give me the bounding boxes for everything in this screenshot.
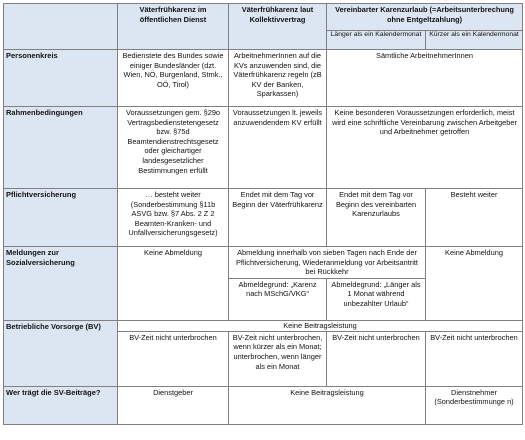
comparison-table <box>3 3 523 425</box>
meldungen-kuerzer: Keine Abmeldung <box>426 247 523 321</box>
sv-keine-beitragsleistung: Keine Beitragsleistung <box>229 386 426 424</box>
row-label-pflichtversicherung: Pflichtversicherung <box>4 189 118 247</box>
row-rahmenbedingungen <box>4 107 523 189</box>
rahmen-kv: Voraussetzungen lt. jeweils anzuwendendem KV erfüllt <box>229 107 327 189</box>
pflicht-oeffentlich: … besteht weiter (Sonderbestimmung §11b ASVG bzw. §7 Abs. 2 Z 2 Beamten-Kranken- und Unfallversicherungsgesetz) <box>118 189 229 247</box>
pflicht-kuerzer: Besteht weiter <box>426 189 523 247</box>
row-label-rahmenbedingungen: Rahmenbedingungen <box>4 107 118 189</box>
row-label-bv: Betriebliche Vorsorge (BV) <box>4 320 118 386</box>
meldungen-abmeldung: Abmeldung innerhalb von sieben Tagen nach Ende der Pflichtversicherung, Wiederanmeldung vor Arbeitsantritt bei Rückkehr <box>229 247 426 279</box>
meldungen-grund-kv: Abmeldegrund: „Karenz nach MSchG/VKG“ <box>229 278 327 320</box>
meldungen-oeffentlich: Keine Abmeldung <box>118 247 229 321</box>
header-karenzurlaub: Vereinbarter Karenzurlaub (=Arbeitsunterbrechung ohne Entgeltzahlung) <box>327 4 523 31</box>
row-personenkreis <box>4 50 523 107</box>
sv-oeffentlich: Dienstgeber <box>118 386 229 424</box>
bv-kv: BV-Zeit nicht unterbrochen, wenn kürzer als ein Monat; unterbrochen, wenn länger als ein Monat <box>229 331 327 386</box>
rahmen-karenzurlaub: Keine besonderen Voraussetzungen erforderlich, meist wird eine schriftliche Vereinbarung zwischen Arbeitgeber und Arbeitnehmer getroffen <box>327 107 523 189</box>
header-row <box>4 4 523 31</box>
subheader-laenger: Länger als ein Kalendermonat <box>327 31 426 50</box>
personenkreis-kv: ArbeitnehmerInnen auf die KVs anzuwenden sind, die Väterfrühkarenz regeln (zB KV der Banken, Sparkassen) <box>229 50 327 107</box>
personenkreis-oeffentlich: Bedienstete des Bundes sowie einiger Bundesländer (dzt. Wien, NÖ, Burgenland, Stmk., OÖ, Tirol) <box>118 50 229 107</box>
meldungen-grund-laenger: Abmeldegrund: „Länger als 1 Monat während unbezahlter Urlaub“ <box>327 278 426 320</box>
row-pflichtversicherung <box>4 189 523 247</box>
bv-oeffentlich: BV-Zeit nicht unterbrochen <box>118 331 229 386</box>
subheader-kuerzer: Kürzer als ein Kalendermonat <box>426 31 523 50</box>
header-corner <box>4 4 118 50</box>
rahmen-oeffentlich: Voraussetzungen gem. §29o Vertragsbedienstetengesetz bzw. §75d Beamtendienstrechtsgesetz oder gleichartiger landesgesetzlicher Bestimmungen erfüllt <box>118 107 229 189</box>
pflicht-laenger: Endet mit dem Tag vor Beginn des vereinbarten Karenzurlaubs <box>327 189 426 247</box>
header-oeffentlicher-dienst: Väterfrühkarenz im öffentlichen Dienst <box>118 4 229 50</box>
pflicht-kv: Endet mit dem Tag vor Beginn der Väterfrühkarenz <box>229 189 327 247</box>
row-label-personenkreis: Personenkreis <box>4 50 118 107</box>
row-meldungen <box>4 247 523 279</box>
personenkreis-karenzurlaub: Sämtliche ArbeitnehmerInnen <box>327 50 523 107</box>
row-label-sv-beitraege: Wer trägt die SV-Beiträge? <box>4 386 118 424</box>
row-label-meldungen: Meldungen zur Sozialversicherung <box>4 247 118 321</box>
bv-laenger: BV-Zeit nicht unterbrochen <box>327 331 426 386</box>
row-sv-beitraege <box>4 386 523 424</box>
bv-keine-beitragsleistung: Keine Beitragsleistung <box>118 320 523 331</box>
sv-kuerzer: Dienstnehmer (Sonderbestimmunge n) <box>426 386 523 424</box>
bv-kuerzer: BV-Zeit nicht unterbrochen <box>426 331 523 386</box>
header-kollektivvertrag: Väterfrühkarenz laut Kollektivvertrag <box>229 4 327 50</box>
row-bv-beitrag <box>4 320 523 331</box>
